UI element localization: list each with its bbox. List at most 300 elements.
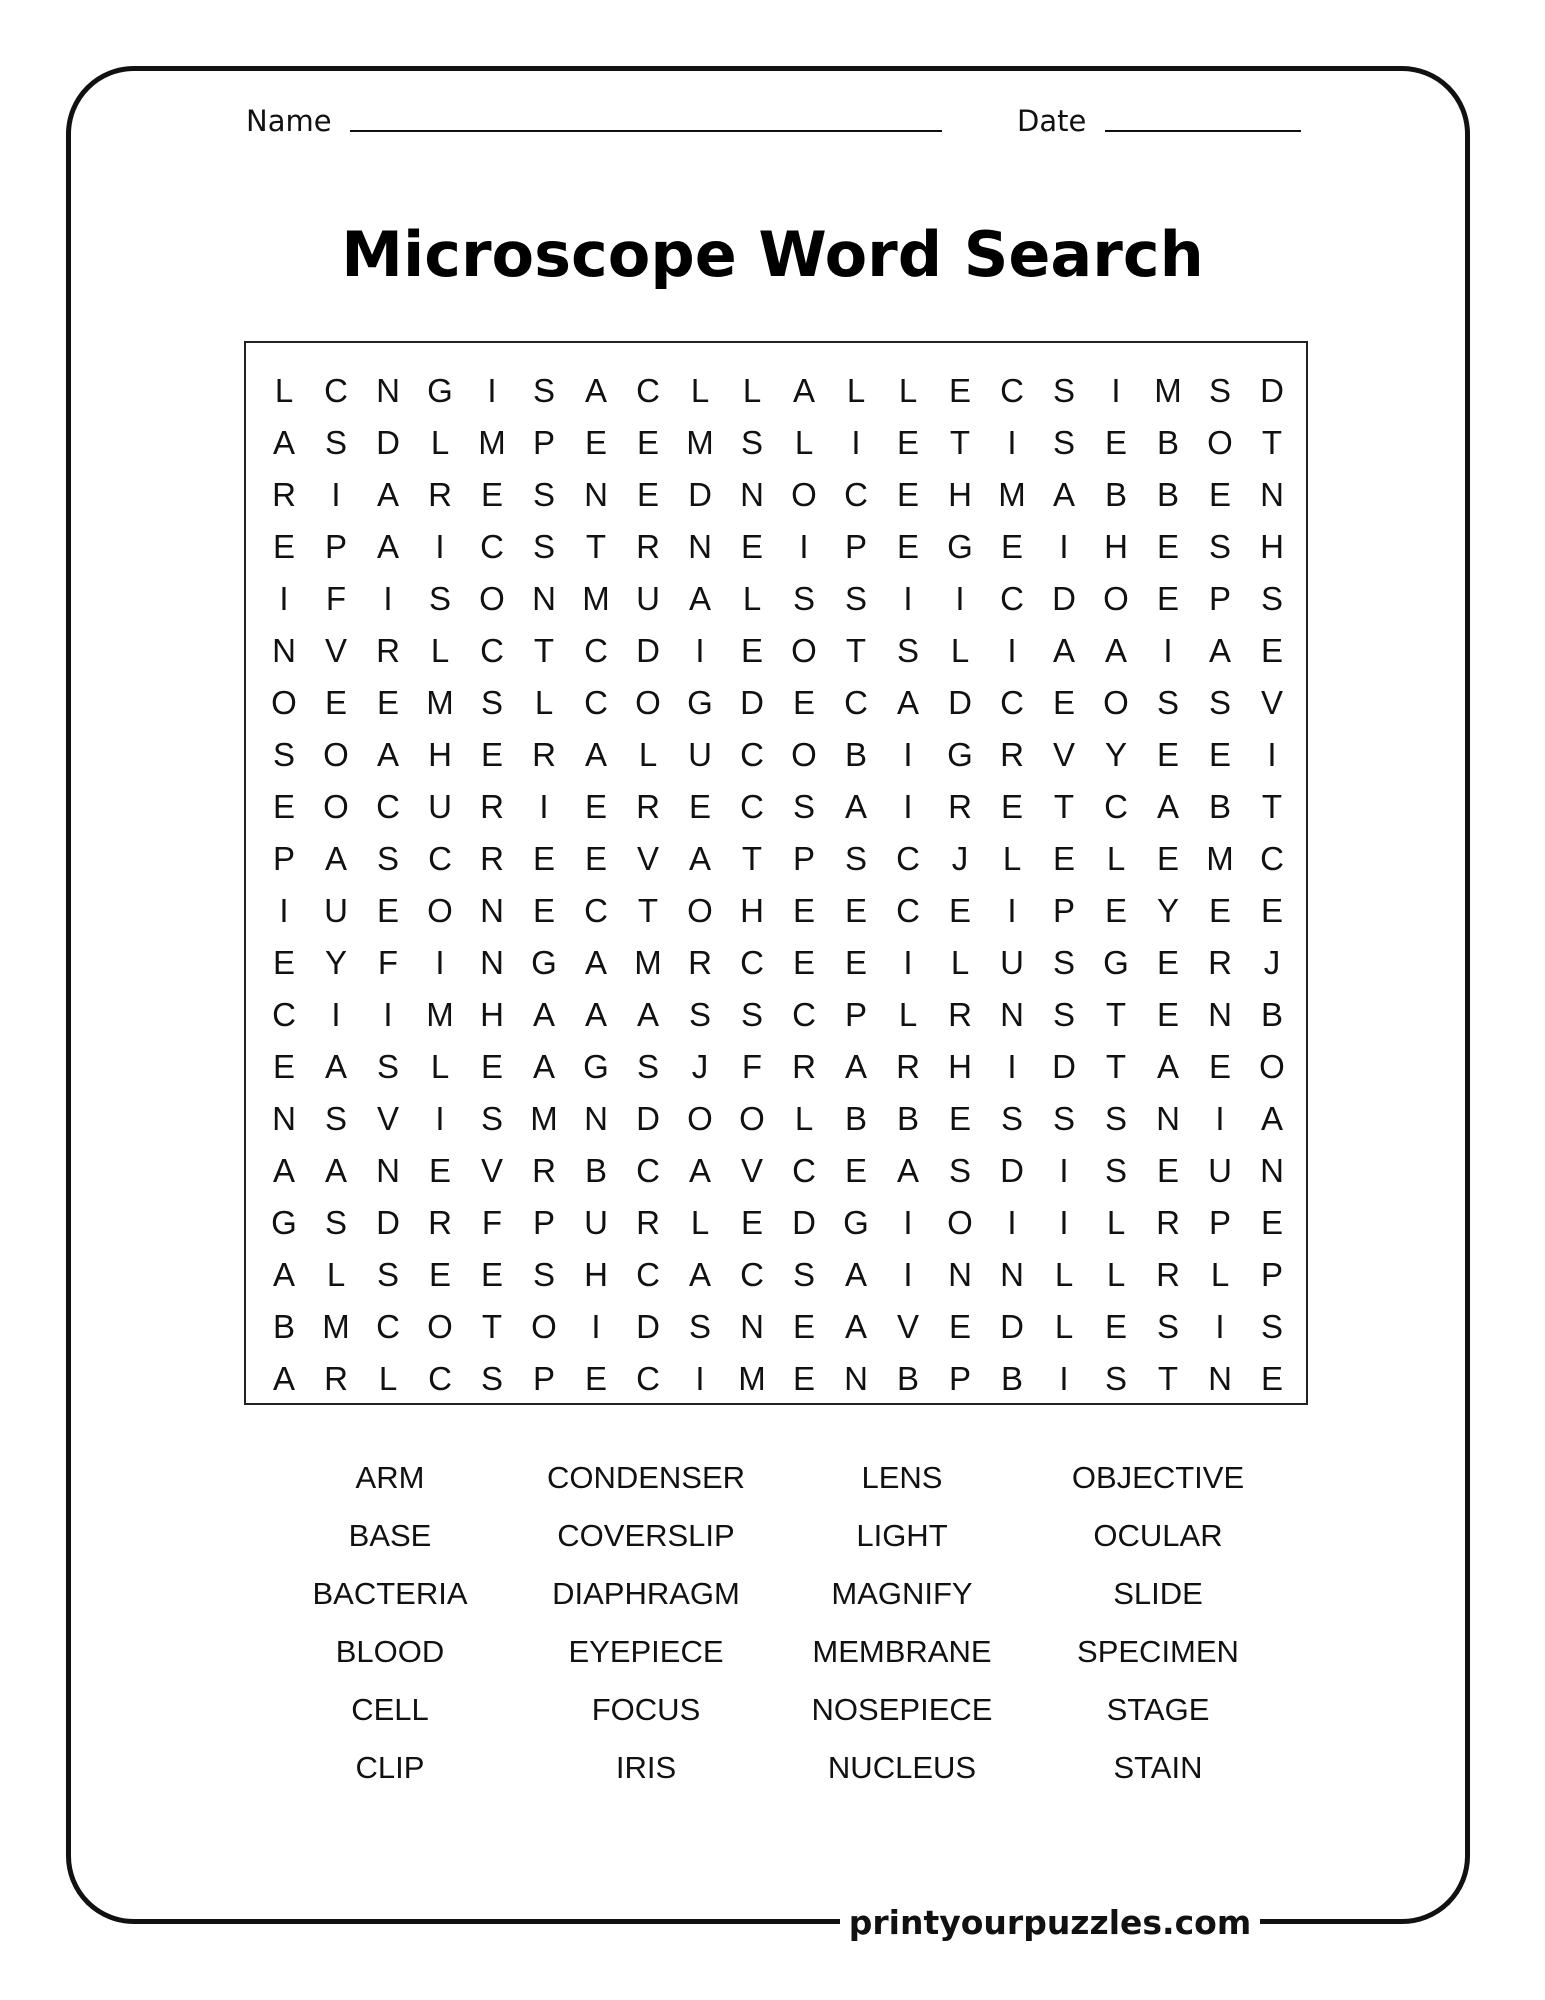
grid-letter[interactable]: L (898, 372, 918, 409)
grid-letter[interactable]: L (742, 580, 762, 617)
grid-letter[interactable]: S (792, 788, 815, 825)
grid-letter[interactable]: C (792, 996, 816, 1033)
grid-letter[interactable]: I (435, 1100, 445, 1137)
grid-letter[interactable]: S (844, 580, 867, 617)
grid-letter[interactable]: S (1104, 1152, 1127, 1189)
grid-letter[interactable]: R (636, 528, 660, 565)
grid-letter[interactable]: G (583, 1048, 609, 1085)
grid-letter[interactable]: S (1000, 1100, 1023, 1137)
grid-letter[interactable]: C (636, 1256, 660, 1293)
grid-letter[interactable]: C (428, 840, 452, 877)
grid-letter[interactable]: E (948, 372, 971, 409)
grid-letter[interactable]: L (794, 1100, 814, 1137)
grid-letter[interactable]: S (740, 424, 763, 461)
grid-letter[interactable]: E (1208, 736, 1231, 773)
grid-letter[interactable]: E (1052, 684, 1075, 721)
grid-letter[interactable]: N (1260, 476, 1284, 513)
grid-letter[interactable]: O (1259, 1048, 1285, 1085)
grid-letter[interactable]: N (740, 476, 764, 513)
grid-letter[interactable]: J (1263, 944, 1281, 981)
grid-letter[interactable]: I (1007, 632, 1017, 669)
grid-letter[interactable]: E (1208, 1048, 1231, 1085)
grid-letter[interactable]: E (792, 1308, 815, 1345)
grid-letter[interactable]: D (1000, 1152, 1024, 1189)
grid-letter[interactable]: A (324, 1152, 347, 1189)
grid-letter[interactable]: E (428, 1256, 451, 1293)
grid-letter[interactable]: D (1052, 580, 1076, 617)
grid-letter[interactable]: V (636, 840, 659, 877)
grid-letter[interactable]: A (324, 840, 347, 877)
grid-letter[interactable]: S (1052, 372, 1075, 409)
grid-letter[interactable]: A (272, 1360, 295, 1397)
grid-letter[interactable]: L (274, 372, 294, 409)
grid-letter[interactable]: M (634, 944, 662, 981)
grid-letter[interactable]: E (324, 684, 347, 721)
grid-letter[interactable]: I (851, 424, 861, 461)
grid-letter[interactable]: I (1059, 1152, 1069, 1189)
grid-letter[interactable]: I (799, 528, 809, 565)
grid-letter[interactable]: I (695, 632, 705, 669)
grid-letter[interactable]: C (896, 892, 920, 929)
grid-letter[interactable]: A (792, 372, 815, 409)
grid-letter[interactable]: H (948, 476, 972, 513)
grid-letter[interactable]: E (480, 476, 503, 513)
grid-letter[interactable]: R (1208, 944, 1232, 981)
grid-letter[interactable]: A (324, 1048, 347, 1085)
grid-letter[interactable]: U (1000, 944, 1024, 981)
grid-letter[interactable]: O (791, 476, 817, 513)
grid-letter[interactable]: E (948, 892, 971, 929)
grid-letter[interactable]: N (272, 632, 296, 669)
grid-letter[interactable]: E (1104, 424, 1127, 461)
grid-letter[interactable]: A (844, 788, 867, 825)
grid-letter[interactable]: N (1000, 996, 1024, 1033)
grid-letter[interactable]: P (1052, 892, 1075, 929)
grid-letter[interactable]: I (1059, 1360, 1069, 1397)
grid-letter[interactable]: T (741, 840, 763, 877)
grid-letter[interactable]: I (903, 944, 913, 981)
grid-letter[interactable]: E (584, 840, 607, 877)
grid-letter[interactable]: R (1156, 1256, 1180, 1293)
grid-letter[interactable]: P (948, 1360, 971, 1397)
grid-letter[interactable]: S (636, 1048, 659, 1085)
grid-letter[interactable]: S (480, 1100, 503, 1137)
grid-letter[interactable]: A (272, 424, 295, 461)
grid-letter[interactable]: D (376, 424, 400, 461)
grid-letter[interactable]: A (532, 996, 555, 1033)
grid-letter[interactable]: C (480, 632, 504, 669)
grid-letter[interactable]: C (636, 1360, 660, 1397)
grid-letter[interactable]: O (947, 1204, 973, 1241)
grid-letter[interactable]: A (584, 944, 607, 981)
grid-letter[interactable]: A (272, 1256, 295, 1293)
grid-letter[interactable]: A (688, 840, 711, 877)
grid-letter[interactable]: C (636, 1152, 660, 1189)
grid-letter[interactable]: S (1156, 1308, 1179, 1345)
grid-letter[interactable]: N (948, 1256, 972, 1293)
grid-letter[interactable]: O (427, 892, 453, 929)
grid-letter[interactable]: A (584, 996, 607, 1033)
grid-letter[interactable]: L (950, 632, 970, 669)
grid-letter[interactable]: C (740, 944, 764, 981)
grid-letter[interactable]: M (322, 1308, 350, 1345)
grid-letter[interactable]: D (636, 1100, 660, 1137)
grid-letter[interactable]: I (903, 788, 913, 825)
grid-letter[interactable]: N (1208, 996, 1232, 1033)
grid-letter[interactable]: N (1000, 1256, 1024, 1293)
grid-letter[interactable]: E (740, 528, 763, 565)
grid-letter[interactable]: I (695, 1360, 705, 1397)
grid-letter[interactable]: I (383, 580, 393, 617)
grid-letter[interactable]: V (376, 1100, 399, 1137)
grid-letter[interactable]: E (1156, 580, 1179, 617)
grid-letter[interactable]: T (533, 632, 555, 669)
grid-letter[interactable]: I (1059, 528, 1069, 565)
grid-letter[interactable]: E (480, 1256, 503, 1293)
grid-letter[interactable]: C (1260, 840, 1284, 877)
grid-letter[interactable]: P (272, 840, 295, 877)
grid-letter[interactable]: P (1260, 1256, 1283, 1293)
grid-letter[interactable]: E (1156, 840, 1179, 877)
grid-letter[interactable]: S (948, 1152, 971, 1189)
grid-letter[interactable]: J (951, 840, 969, 877)
grid-letter[interactable]: U (428, 788, 452, 825)
grid-letter[interactable]: A (1260, 1100, 1283, 1137)
grid-letter[interactable]: C (896, 840, 920, 877)
grid-letter[interactable]: S (532, 1256, 555, 1293)
grid-letter[interactable]: A (1104, 632, 1127, 669)
grid-letter[interactable]: I (331, 476, 341, 513)
grid-letter[interactable]: L (430, 632, 450, 669)
grid-letter[interactable]: S (1052, 1100, 1075, 1137)
grid-letter[interactable]: R (428, 476, 452, 513)
grid-letter[interactable]: R (532, 1152, 556, 1189)
grid-letter[interactable]: G (843, 1204, 869, 1241)
grid-letter[interactable]: I (1007, 892, 1017, 929)
grid-letter[interactable]: P (532, 1360, 555, 1397)
grid-letter[interactable]: C (376, 1308, 400, 1345)
grid-letter[interactable]: S (532, 528, 555, 565)
grid-letter[interactable]: B (1156, 476, 1179, 513)
grid-letter[interactable]: S (376, 1256, 399, 1293)
grid-letter[interactable]: R (480, 788, 504, 825)
grid-letter[interactable]: H (1260, 528, 1284, 565)
grid-letter[interactable]: C (1104, 788, 1128, 825)
grid-letter[interactable]: F (377, 944, 399, 981)
grid-letter[interactable]: H (1104, 528, 1128, 565)
grid-letter[interactable]: T (1157, 1360, 1179, 1397)
grid-letter[interactable]: P (532, 424, 555, 461)
grid-letter[interactable]: I (487, 372, 497, 409)
grid-letter[interactable]: E (480, 1048, 503, 1085)
grid-letter[interactable]: R (896, 1048, 920, 1085)
grid-letter[interactable]: C (376, 788, 400, 825)
grid-letter[interactable]: J (691, 1048, 709, 1085)
grid-letter[interactable]: A (1208, 632, 1231, 669)
grid-letter[interactable]: I (903, 736, 913, 773)
grid-letter[interactable]: V (324, 632, 347, 669)
grid-letter[interactable]: B (584, 1152, 607, 1189)
grid-letter[interactable]: I (279, 580, 289, 617)
grid-letter[interactable]: I (903, 1256, 913, 1293)
grid-letter[interactable]: I (435, 528, 445, 565)
grid-letter[interactable]: B (1156, 424, 1179, 461)
grid-letter[interactable]: O (687, 892, 713, 929)
grid-letter[interactable]: E (1000, 788, 1023, 825)
grid-letter[interactable]: I (1059, 1204, 1069, 1241)
grid-letter[interactable]: N (272, 1100, 296, 1137)
grid-letter[interactable]: E (1260, 632, 1283, 669)
grid-letter[interactable]: O (427, 1308, 453, 1345)
grid-letter[interactable]: U (1208, 1152, 1232, 1189)
grid-letter[interactable]: I (1007, 1048, 1017, 1085)
grid-letter[interactable]: S (428, 580, 451, 617)
grid-letter[interactable]: R (688, 944, 712, 981)
grid-letter[interactable]: A (272, 1152, 295, 1189)
grid-letter[interactable]: O (635, 684, 661, 721)
grid-letter[interactable]: U (584, 1204, 608, 1241)
grid-letter[interactable]: S (376, 1048, 399, 1085)
date-field[interactable] (1105, 130, 1301, 132)
grid-letter[interactable]: R (532, 736, 556, 773)
grid-letter[interactable]: A (636, 996, 659, 1033)
grid-letter[interactable]: S (688, 996, 711, 1033)
grid-letter[interactable]: G (1103, 944, 1129, 981)
grid-letter[interactable]: I (279, 892, 289, 929)
grid-letter[interactable]: N (584, 1100, 608, 1137)
grid-letter[interactable]: R (792, 1048, 816, 1085)
grid-letter[interactable]: C (740, 1256, 764, 1293)
grid-letter[interactable]: B (896, 1360, 919, 1397)
grid-letter[interactable]: E (532, 892, 555, 929)
grid-letter[interactable]: L (742, 372, 762, 409)
grid-letter[interactable]: L (326, 1256, 346, 1293)
grid-letter[interactable]: V (896, 1308, 919, 1345)
grid-letter[interactable]: E (584, 424, 607, 461)
grid-letter[interactable]: C (740, 788, 764, 825)
grid-letter[interactable]: P (532, 1204, 555, 1241)
grid-letter[interactable]: E (376, 892, 399, 929)
grid-letter[interactable]: L (534, 684, 554, 721)
grid-letter[interactable]: S (1208, 372, 1231, 409)
grid-letter[interactable]: R (948, 788, 972, 825)
grid-letter[interactable]: A (1156, 1048, 1179, 1085)
grid-letter[interactable]: C (272, 996, 296, 1033)
grid-letter[interactable]: E (792, 944, 815, 981)
grid-letter[interactable]: G (271, 1204, 297, 1241)
grid-letter[interactable]: L (430, 1048, 450, 1085)
grid-letter[interactable]: D (948, 684, 972, 721)
grid-letter[interactable]: L (898, 996, 918, 1033)
grid-letter[interactable]: C (324, 372, 348, 409)
grid-letter[interactable]: O (1103, 684, 1129, 721)
grid-letter[interactable]: M (582, 580, 610, 617)
grid-letter[interactable]: I (1215, 1308, 1225, 1345)
grid-letter[interactable]: E (1260, 1204, 1283, 1241)
grid-letter[interactable]: G (531, 944, 557, 981)
grid-letter[interactable]: E (792, 684, 815, 721)
grid-letter[interactable]: N (480, 944, 504, 981)
grid-letter[interactable]: G (427, 372, 453, 409)
grid-letter[interactable]: A (584, 736, 607, 773)
grid-letter[interactable]: V (740, 1152, 763, 1189)
grid-letter[interactable]: T (1053, 788, 1075, 825)
grid-letter[interactable]: E (584, 788, 607, 825)
grid-letter[interactable]: D (1052, 1048, 1076, 1085)
grid-letter[interactable]: G (687, 684, 713, 721)
grid-letter[interactable]: E (376, 684, 399, 721)
grid-letter[interactable]: S (1260, 580, 1283, 617)
grid-letter[interactable]: Y (1156, 892, 1179, 929)
grid-letter[interactable]: D (636, 632, 660, 669)
grid-letter[interactable]: B (272, 1308, 295, 1345)
grid-letter[interactable]: M (478, 424, 506, 461)
grid-letter[interactable]: C (740, 736, 764, 773)
grid-letter[interactable]: M (530, 1100, 558, 1137)
grid-letter[interactable]: S (792, 1256, 815, 1293)
grid-letter[interactable]: E (1260, 892, 1283, 929)
grid-letter[interactable]: T (1261, 424, 1283, 461)
grid-letter[interactable]: N (376, 1152, 400, 1189)
grid-letter[interactable]: D (792, 1204, 816, 1241)
grid-letter[interactable]: E (740, 1204, 763, 1241)
grid-letter[interactable]: C (844, 476, 868, 513)
grid-letter[interactable]: E (1104, 1308, 1127, 1345)
grid-letter[interactable]: T (1105, 1048, 1127, 1085)
grid-letter[interactable]: B (844, 1100, 867, 1137)
grid-letter[interactable]: L (430, 424, 450, 461)
grid-letter[interactable]: O (739, 1100, 765, 1137)
grid-letter[interactable]: F (325, 580, 347, 617)
grid-letter[interactable]: C (584, 892, 608, 929)
grid-letter[interactable]: S (1156, 684, 1179, 721)
grid-letter[interactable]: P (1208, 1204, 1231, 1241)
grid-letter[interactable]: H (948, 1048, 972, 1085)
grid-letter[interactable]: L (1002, 840, 1022, 877)
grid-letter[interactable]: P (844, 996, 867, 1033)
grid-letter[interactable]: S (1260, 1308, 1283, 1345)
grid-letter[interactable]: R (480, 840, 504, 877)
grid-letter[interactable]: O (323, 736, 349, 773)
grid-letter[interactable]: S (792, 580, 815, 617)
grid-letter[interactable]: T (481, 1308, 503, 1345)
grid-letter[interactable]: A (688, 580, 711, 617)
grid-letter[interactable]: E (844, 1152, 867, 1189)
grid-letter[interactable]: S (688, 1308, 711, 1345)
grid-letter[interactable]: R (324, 1360, 348, 1397)
grid-letter[interactable]: P (792, 840, 815, 877)
grid-letter[interactable]: I (1111, 372, 1121, 409)
grid-letter[interactable]: O (479, 580, 505, 617)
name-field[interactable] (350, 130, 942, 132)
grid-letter[interactable]: B (1104, 476, 1127, 513)
grid-letter[interactable]: N (740, 1308, 764, 1345)
grid-letter[interactable]: S (1052, 996, 1075, 1033)
grid-letter[interactable]: I (1007, 424, 1017, 461)
grid-letter[interactable]: E (948, 1308, 971, 1345)
grid-letter[interactable]: D (1260, 372, 1284, 409)
grid-letter[interactable]: E (844, 892, 867, 929)
grid-letter[interactable]: M (998, 476, 1026, 513)
grid-letter[interactable]: R (948, 996, 972, 1033)
grid-letter[interactable]: A (1156, 788, 1179, 825)
grid-letter[interactable]: L (690, 372, 710, 409)
grid-letter[interactable]: S (844, 840, 867, 877)
grid-letter[interactable]: L (638, 736, 658, 773)
grid-letter[interactable]: L (690, 1204, 710, 1241)
grid-letter[interactable]: P (844, 528, 867, 565)
grid-letter[interactable]: P (1208, 580, 1231, 617)
grid-letter[interactable]: E (844, 944, 867, 981)
grid-letter[interactable]: S (1052, 424, 1075, 461)
grid-letter[interactable]: D (376, 1204, 400, 1241)
grid-letter[interactable]: T (637, 892, 659, 929)
grid-letter[interactable]: A (896, 1152, 919, 1189)
grid-letter[interactable]: I (903, 580, 913, 617)
grid-letter[interactable]: E (1156, 736, 1179, 773)
grid-letter[interactable]: E (636, 476, 659, 513)
grid-letter[interactable]: R (636, 788, 660, 825)
grid-letter[interactable]: B (844, 736, 867, 773)
grid-letter[interactable]: E (896, 528, 919, 565)
grid-letter[interactable]: A (688, 1152, 711, 1189)
grid-letter[interactable]: N (584, 476, 608, 513)
grid-letter[interactable]: B (1260, 996, 1283, 1033)
grid-letter[interactable]: L (794, 424, 814, 461)
grid-letter[interactable]: G (947, 736, 973, 773)
grid-letter[interactable]: A (376, 476, 399, 513)
grid-letter[interactable]: I (435, 944, 445, 981)
grid-letter[interactable]: V (480, 1152, 503, 1189)
grid-letter[interactable]: Y (1104, 736, 1127, 773)
grid-letter[interactable]: A (532, 1048, 555, 1085)
grid-letter[interactable]: S (532, 476, 555, 513)
grid-letter[interactable]: N (532, 580, 556, 617)
grid-letter[interactable]: E (428, 1152, 451, 1189)
grid-letter[interactable]: E (1156, 1152, 1179, 1189)
grid-letter[interactable]: V (1260, 684, 1283, 721)
grid-letter[interactable]: O (323, 788, 349, 825)
grid-letter[interactable]: M (426, 684, 454, 721)
grid-letter[interactable]: M (426, 996, 454, 1033)
grid-letter[interactable]: E (1000, 528, 1023, 565)
grid-letter[interactable]: L (1106, 840, 1126, 877)
grid-letter[interactable]: H (480, 996, 504, 1033)
grid-letter[interactable]: E (272, 1048, 295, 1085)
grid-letter[interactable]: E (1104, 892, 1127, 929)
grid-letter[interactable]: I (539, 788, 549, 825)
grid-letter[interactable]: L (1054, 1308, 1074, 1345)
grid-letter[interactable]: A (584, 372, 607, 409)
grid-letter[interactable]: I (1215, 1100, 1225, 1137)
grid-letter[interactable]: A (896, 684, 919, 721)
grid-letter[interactable]: N (844, 1360, 868, 1397)
grid-letter[interactable]: O (271, 684, 297, 721)
grid-letter[interactable]: E (532, 840, 555, 877)
grid-letter[interactable]: I (1267, 736, 1277, 773)
grid-letter[interactable]: Y (324, 944, 347, 981)
grid-letter[interactable]: S (1104, 1100, 1127, 1137)
grid-letter[interactable]: H (428, 736, 452, 773)
grid-letter[interactable]: C (792, 1152, 816, 1189)
grid-letter[interactable]: H (740, 892, 764, 929)
grid-letter[interactable]: C (584, 632, 608, 669)
grid-letter[interactable]: R (428, 1204, 452, 1241)
grid-letter[interactable]: T (949, 424, 971, 461)
grid-letter[interactable]: C (584, 684, 608, 721)
grid-letter[interactable]: O (791, 736, 817, 773)
grid-letter[interactable]: R (376, 632, 400, 669)
